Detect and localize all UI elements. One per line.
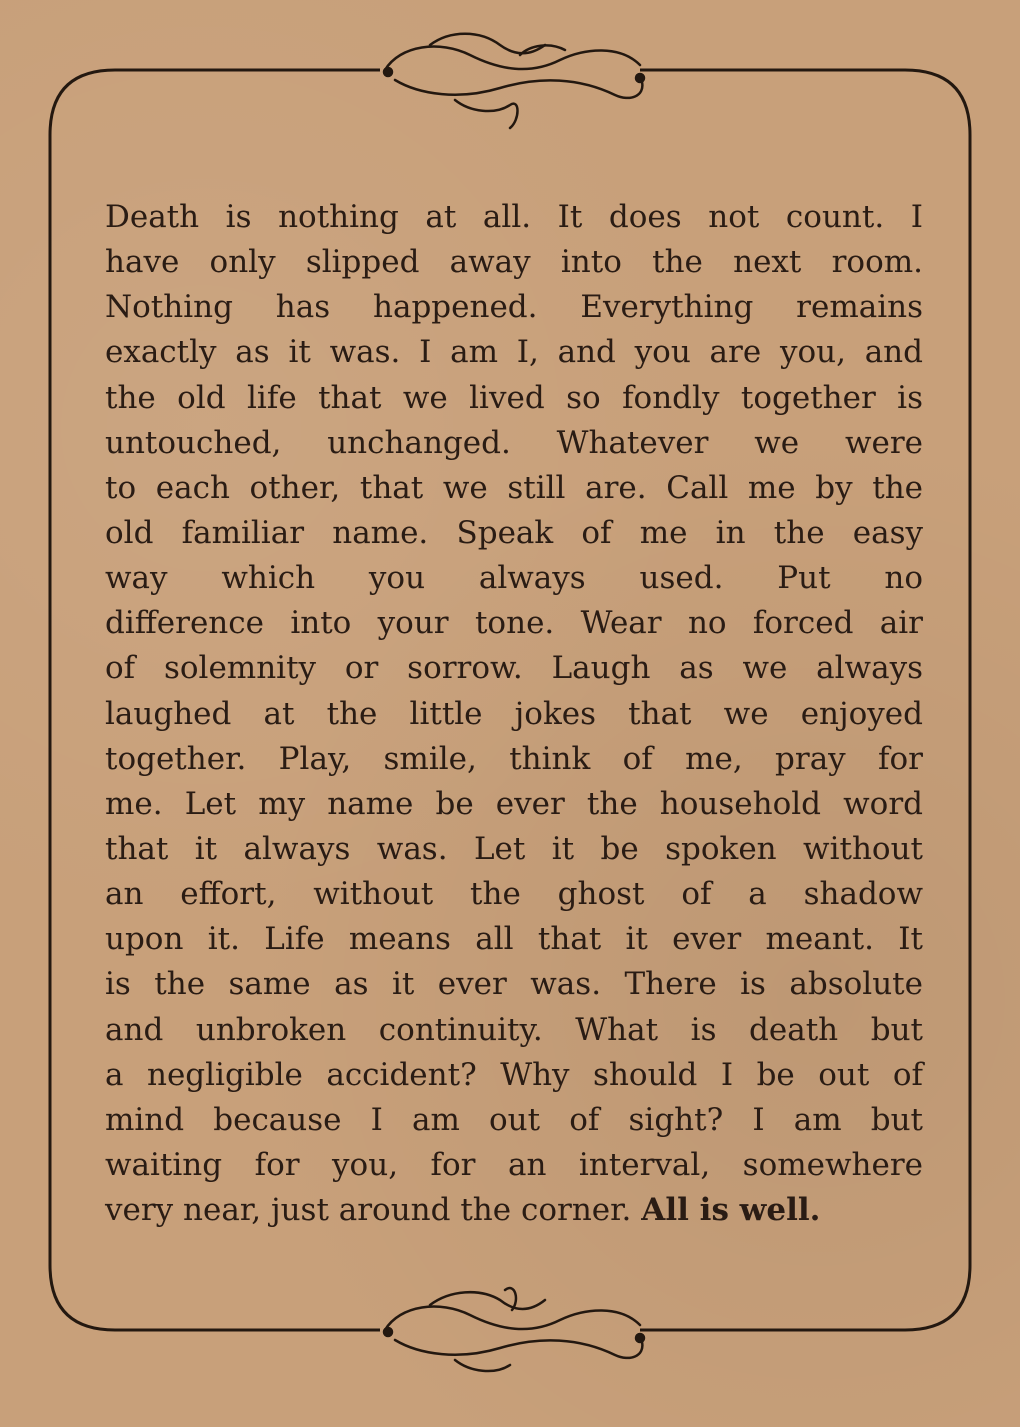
poem-final-line	[105, 1188, 923, 1233]
poem-line: and unbroken continuity. What is death but	[105, 1011, 923, 1048]
poem-line: difference into your tone. Wear no forced air	[105, 605, 923, 642]
poem-line: untouched, unchanged. Whatever we were	[105, 424, 923, 461]
poem-line: upon it. Life means all that it ever meant. It	[105, 921, 923, 958]
poem-line: waiting for you, for an interval, somewhere	[105, 1146, 923, 1183]
poem-text-block	[105, 195, 923, 1233]
bottom-flourish-ornament	[384, 1288, 644, 1371]
poem-line: old familiar name. Speak of me in the easy	[105, 514, 923, 551]
poem-line: of solemnity or sorrow. Laugh as we always	[105, 650, 923, 687]
poem-line: have only slipped away into the next room.	[105, 244, 923, 281]
poem-line: exactly as it was. I am I, and you are you, and	[105, 334, 923, 371]
top-flourish-ornament	[384, 34, 644, 128]
poem-line: very near, just around the corner.	[105, 1192, 632, 1229]
closing-phrase: All is well.	[641, 1192, 821, 1229]
poem-line: a negligible accident? Why should I be out of	[105, 1056, 923, 1093]
poem-line: the old life that we lived so fondly together is	[105, 379, 923, 416]
poem-line: an effort, without the ghost of a shadow	[105, 876, 923, 913]
poem-line: Nothing has happened. Everything remains	[105, 289, 923, 326]
poem-line: way which you always used. Put no	[105, 560, 923, 597]
poem-line: to each other, that we still are. Call me by the	[105, 469, 923, 506]
poem-line: that it always was. Let it be spoken without	[105, 830, 923, 867]
poem-line: Death is nothing at all. It does not count. I	[105, 199, 923, 235]
poem-line: together. Play, smile, think of me, pray for	[105, 740, 923, 777]
poem-line: mind because I am out of sight? I am but	[105, 1101, 923, 1138]
poem-line: me. Let my name be ever the household word	[105, 785, 923, 822]
poem-line: is the same as it ever was. There is absolute	[105, 966, 923, 1003]
poem-line: laughed at the little jokes that we enjoyed	[105, 695, 923, 732]
